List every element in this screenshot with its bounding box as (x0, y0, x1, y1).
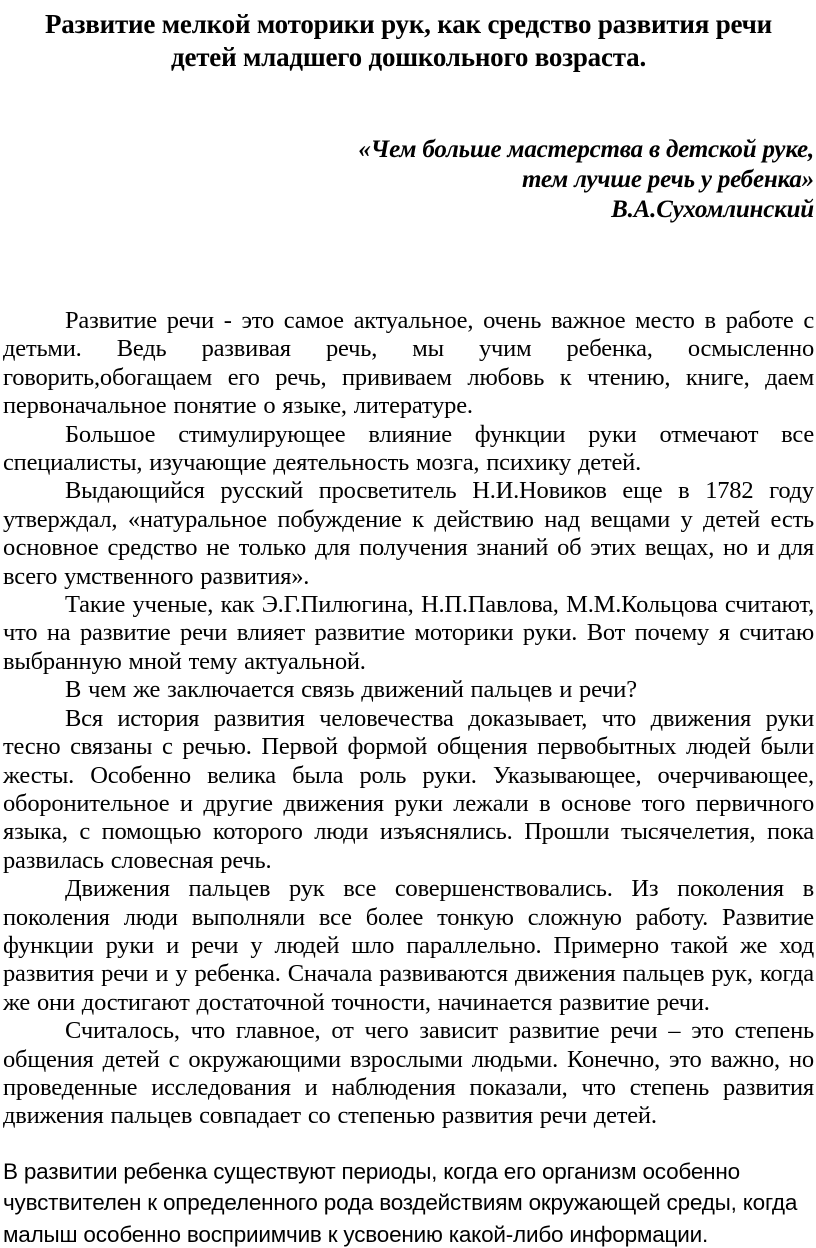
document-body (3, 307, 814, 1131)
epigraph-author: В.А.Сухомлинский (611, 196, 814, 223)
body-paragraph-4: Такие ученые, как Э.Г.Пилюгина, Н.П.Павлова, М.М.Кольцова считают, что на развитие речи влияет развитие моторики руки. Вот почему я считаю выбранную мной тему актуальной. (3, 591, 814, 675)
body-paragraph-7: Движения пальцев рук все совершенствовались. Из поколения в поколения люди выполняли все более тонкую сложную работу. Развитие функции руки и речи у людей шло параллельно. Примерно такой же ход развития речи и у ребенка. Сначала развиваются движения пальцев рук, когда же они достигают достаточной точности, начинается развитие речи. (3, 875, 814, 1016)
page-title-line-1: Развитие мелкой моторики рук, как средство развития речи (44, 9, 773, 39)
epigraph-line-2: тем лучше речь у ребенка» (521, 166, 814, 193)
body-paragraph-5: В чем же заключается связь движений пальцев и речи? (65, 676, 637, 704)
body-paragraph-3: Выдающийся русский просветитель Н.И.Новиков еще в 1782 году утверждал, «натуральное побуждение к действию над вещами у детей есть основное средство не только для получения знаний об этих вещах, но и для всего умственного развития». (3, 477, 814, 590)
body-paragraph-2: Большое стимулирующее влияние функции руки отмечают все специалисты, изучающие деятельность мозга, психику детей. (3, 420, 814, 477)
page-title (3, 8, 814, 74)
body-paragraph-1: Развитие речи - это самое актуальное, очень важное место в работе с детьми. Ведь развивая речь, мы учим ребенка, осмысленно говорить,обогащаем его речь, прививаем любовь к чтению, книге, даем первоначальное понятие о языке, литературе. (3, 307, 814, 420)
body-paragraph-8: Считалось, что главное, от чего зависит развитие речи – это степень общения детей с окружающими взрослыми людьми. Конечно, это важно, но проведенные исследования и наблюдения показали, что степень развития движения пальцев совпадает со степенью развития речи детей. (3, 1017, 814, 1130)
epigraph-line-1: «Чем больше мастерства в детской руке, (358, 136, 814, 163)
body-paragraph-6: Вся история развития человечества доказывает, что движения руки тесно связаны с речью. Первой формой общения первобытных людей были жесты. Особенно велика была роль руки. Указывающее, очерчивающее, оборонительное и другие движения руки лежали в основе того первичного языка, с помощью которого люди изъяснялись. Прошли тысячелетия, пока развилась словесная речь. (3, 704, 814, 874)
closing-paragraph: В развитии ребенка существуют периоды, когда его организм особенно чувствителен к определенного рода воздействиям окружающей среды, когда малыш особенно восприимчив к усвоению какой-либо информации. (3, 1158, 798, 1247)
epigraph (3, 135, 814, 225)
page-title-line-2: детей младшего дошкольного возраста. (170, 42, 647, 72)
